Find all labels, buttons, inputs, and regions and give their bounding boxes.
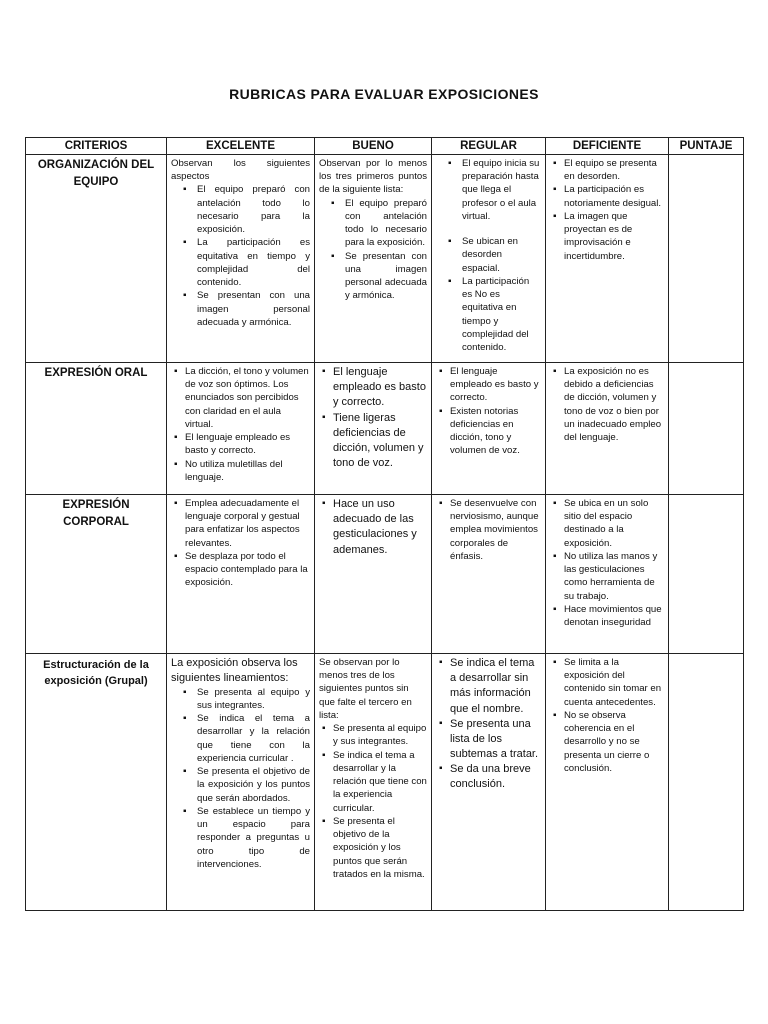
regular-cell [432,654,546,911]
puntaje-cell[interactable] [669,155,744,363]
list-item: ▪ Se presenta al equipo y sus integrantes. [333,722,427,748]
cell-intro: Se observan por lo menos tres de los siguientes puntos sin que falte el tercero en lista: [319,657,412,721]
list-item: ▪ Hace movimientos que denotan inseguridad [564,603,664,629]
regular-cell [432,155,546,363]
excelente-cell [167,654,315,911]
list-item: ▪ Se indica el tema a desarrollar y la relación que tiene con la experiencia curricular . [197,712,310,765]
list-item: ▪ Tiene ligeras deficiencias de dicción, volumen y tono de voz. [333,411,427,472]
list-item: ▪ Se ubica en un solo sitio del espacio destinado a la exposición. [564,497,664,550]
list-item: ▪ Se presenta al equipo y sus integrantes. [197,686,310,712]
header-puntaje: PUNTAJE [669,138,744,155]
bueno-cell [315,654,432,911]
list-item: ▪ La participación es equitativa en tiempo y complejidad del contenido. [197,236,310,289]
puntaje-cell[interactable] [669,495,744,654]
table-row [26,155,744,363]
list-item: ▪ No utiliza muletillas del lenguaje. [185,458,310,484]
excelente-cell [167,363,315,495]
deficiente-cell [546,495,669,654]
regular-cell [432,495,546,654]
header-criterios: CRITERIOS [26,138,167,155]
list-item: ▪ Se limita a la exposición del contenido sin tomar en cuenta antecedentes. [564,656,664,709]
excelente-cell [167,495,315,654]
puntaje-cell[interactable] [669,363,744,495]
list-item: ▪ El lenguaje empleado es basto y correcto. [185,431,310,457]
list-item: ▪ Se presenta el objetivo de la exposición y los puntos que serán abordados. [197,765,310,805]
deficiente-cell [546,654,669,911]
list-item: ▪ Se presentan con una imagen personal adecuada y armónica. [345,250,427,303]
bueno-cell [315,363,432,495]
header-deficiente: DEFICIENTE [546,138,669,155]
list-item: ▪ El equipo preparó con antelación todo lo necesario para la exposición. [345,197,427,250]
criterio-cell: EXPRESIÓN ORAL [26,363,167,495]
list-item: ▪ El equipo inicia su preparación hasta que llega el profesor o el aula virtual. [462,157,541,223]
rubric-table [25,137,744,911]
list-item: ▪ Se presentan con una imagen personal adecuada y armónica. [197,289,310,329]
list-item: ▪ Hace un uso adecuado de las gesticulaciones y ademanes. [333,497,427,558]
list-item: ▪ No se observa coherencia en el desarrollo y no se presenta un cierre o conclusión. [564,709,664,775]
document-title: RUBRICAS PARA EVALUAR EXPOSICIONES [229,86,539,102]
list-item: ▪ La exposición no es debido a deficiencias de dicción, volumen y tono de voz o bien por un inadecuado empleo del lenguaje. [564,365,664,444]
list-item: ▪ Se desenvuelve con nerviosismo, aunque emplea movimientos corporales de énfasis. [450,497,541,563]
list-item: ▪ Se indica el tema a desarrollar sin más información que el nombre. [450,656,541,717]
deficiente-cell [546,363,669,495]
criterio-cell: ORGANIZACIÓN DEL EQUIPO [26,155,167,363]
list-item: ▪ La participación es notoriamente desigual. [564,183,664,209]
bueno-cell [315,495,432,654]
excelente-cell [167,155,315,363]
bueno-cell [315,155,432,363]
puntaje-cell[interactable] [669,654,744,911]
list-item: ▪ El equipo preparó con antelación todo lo necesario para la exposición. [197,183,310,236]
list-item: ▪ Existen notorias deficiencias en dicción, tono y volumen de voz. [450,405,541,458]
list-item: ▪ La imagen que proyectan es de improvisación e incertidumbre. [564,210,664,263]
cell-intro: Observan los siguientes aspectos [171,158,310,183]
header-excelente: EXCELENTE [167,138,315,155]
header-bueno: BUENO [315,138,432,155]
list-item: ▪ El equipo se presenta en desorden. [564,157,664,183]
criterio-cell: EXPRESIÓN CORPORAL [26,495,167,654]
regular-cell [432,363,546,495]
header-row [26,138,744,155]
list-item: ▪ Se ubican en desorden espacial. [462,235,541,275]
deficiente-cell [546,155,669,363]
list-item: ▪ No utiliza las manos y las gesticulaciones como herramienta de su trabajo. [564,550,664,603]
list-item: ▪ La participación es No es equitativa en tiempo y complejidad del contenido. [462,275,541,354]
table-row [26,363,744,495]
list-item: ▪ Se da una breve conclusión. [450,762,541,792]
list-item: ▪ Se indica el tema a desarrollar y la relación que tiene con la experiencia curricular. [333,749,427,815]
table-row [26,495,744,654]
list-item: ▪ Se presenta el objetivo de la exposición y los puntos que serán tratados en la misma. [333,815,427,881]
cell-intro: La exposición observa los siguientes lineamientos: [171,657,298,684]
list-item: ▪ La dicción, el tono y volumen de voz son óptimos. Los enunciados son percibidos con claridad en el aula virtual. [185,365,310,431]
list-item: ▪ Se desplaza por todo el espacio contemplado para la exposición. [185,550,310,590]
criterio-cell: Estructuración de la exposición (Grupal) [26,654,167,911]
list-item: ▪ Se establece un tiempo y un espacio para responder a preguntas u otro tipo de intervenciones. [197,805,310,871]
list-item: ▪ El lenguaje empleado es basto y correcto. [450,365,541,405]
header-regular: REGULAR [432,138,546,155]
list-item: ▪ El lenguaje empleado es basto y correcto. [333,365,427,411]
cell-intro: Observan por lo menos los tres primeros puntos de la siguiente lista: [319,158,427,196]
table-row [26,654,744,911]
list-item: ▪ Emplea adecuadamente el lenguaje corporal y gestual para enfatizar los aspectos relevantes. [185,497,310,550]
list-item: ▪ Se presenta una lista de los subtemas a tratar. [450,717,541,763]
